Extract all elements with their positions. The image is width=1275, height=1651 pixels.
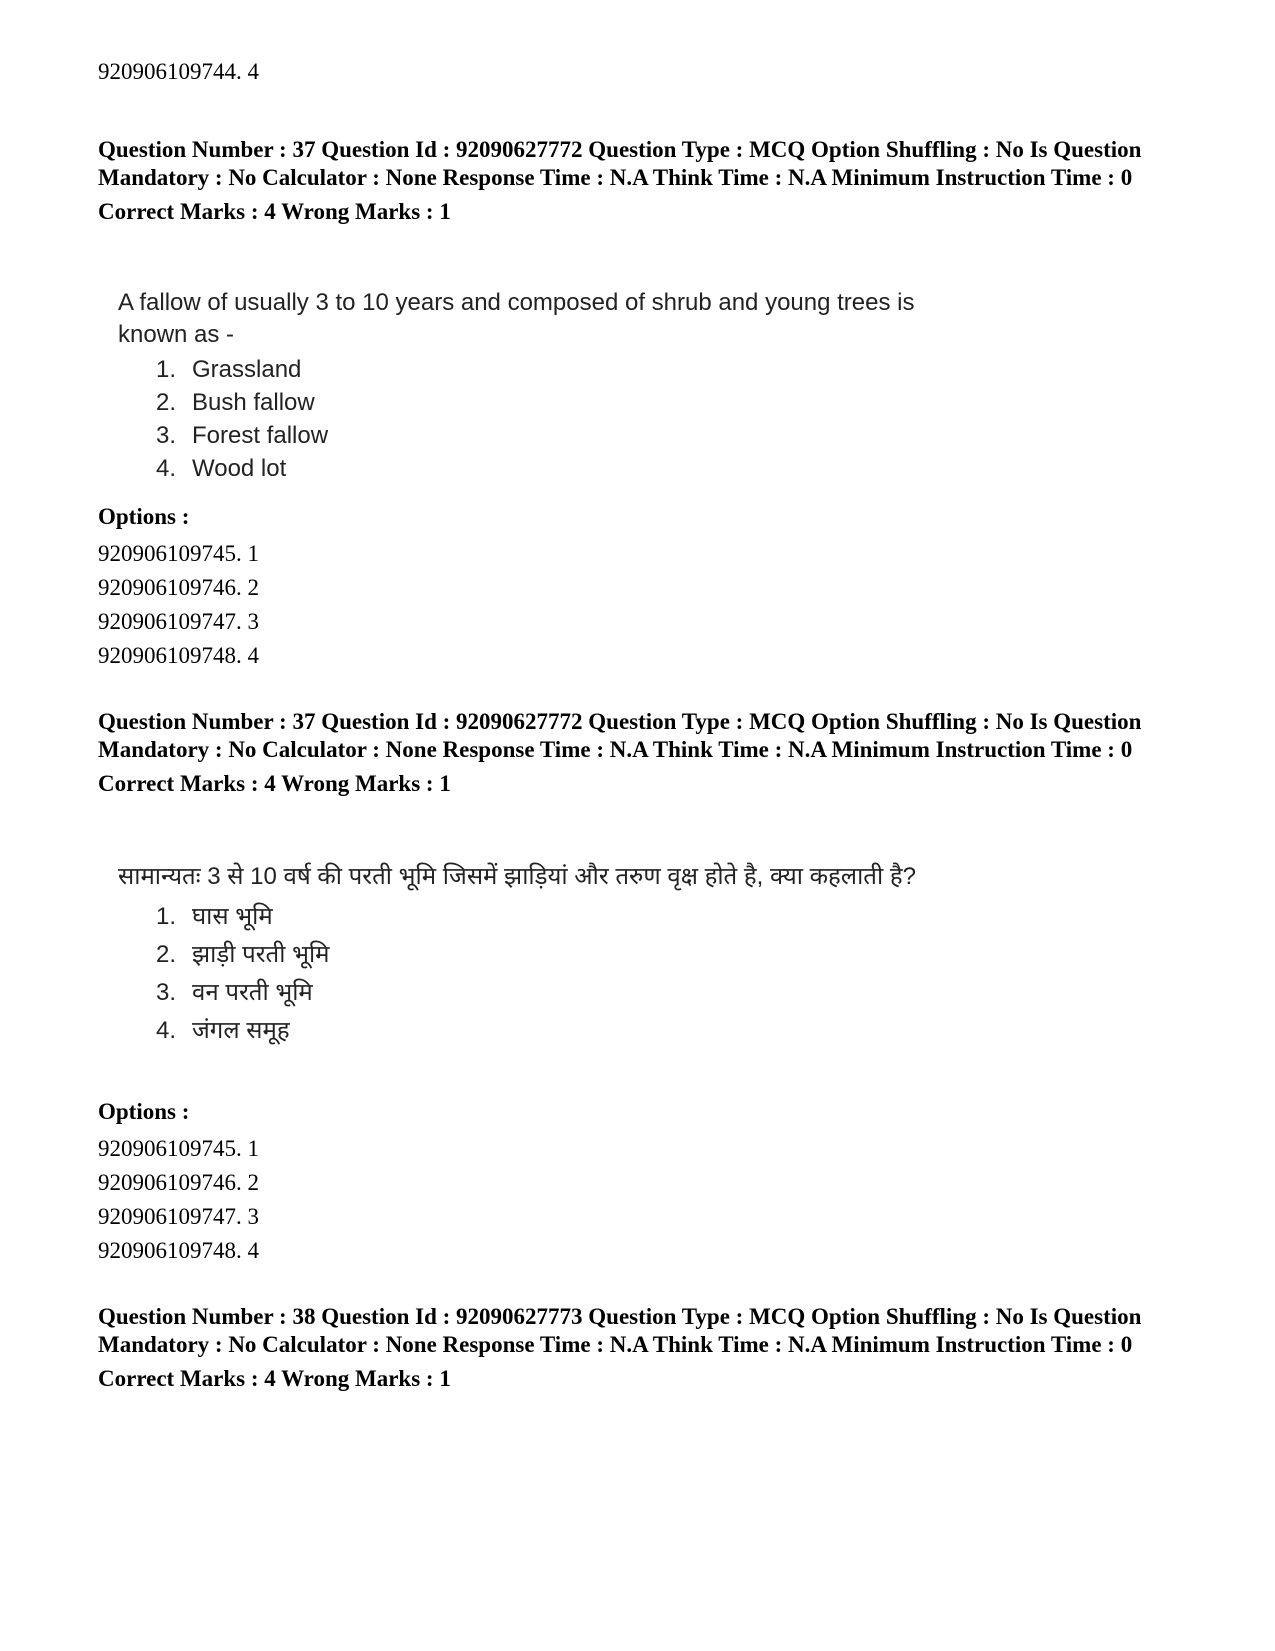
choice-number: 3. xyxy=(156,979,177,1006)
choice-item xyxy=(118,353,958,386)
choice-text: Grassland xyxy=(192,356,302,383)
choice-number: 1. xyxy=(156,356,177,383)
options-label: Options : xyxy=(98,504,190,529)
question-text: सामान्यतः 3 से 10 वर्ष की परती भूमि जिसमें झाड़ियां और तरुण वृक्ष होते है, क्या कहलाती है? xyxy=(118,863,916,890)
marks-line: Correct Marks : 4 Wrong Marks : 1 xyxy=(98,771,451,796)
question-meta: Question Number : 37 Question Id : 92090627772 Question Type : MCQ Option Shuffling : No Is Question Mandatory : No Calculator : None Response Time : N.A Think Time : N.A Minimum Instruction Time : 0 xyxy=(98,709,1142,762)
question-text: A fallow of usually 3 to 10 years and composed of shrub and young trees is known as - xyxy=(118,289,915,348)
choice-number: 4. xyxy=(156,1017,177,1044)
option-row: 920906109747. 3 xyxy=(98,1204,259,1229)
choice-number: 2. xyxy=(156,941,177,968)
choice-list xyxy=(118,353,958,485)
marks-line: Correct Marks : 4 Wrong Marks : 1 xyxy=(98,1366,451,1391)
choice-item xyxy=(118,974,958,1012)
choice-item xyxy=(118,386,958,419)
choice-item xyxy=(118,936,958,974)
question-image-english xyxy=(118,287,958,485)
option-row: 920906109747. 3 xyxy=(98,609,259,634)
options-block-2 xyxy=(98,1098,259,1268)
choice-item xyxy=(118,452,958,485)
choice-text: Forest fallow xyxy=(192,422,329,449)
choice-list xyxy=(118,898,958,1050)
option-row: 920906109748. 4 xyxy=(98,1238,259,1263)
option-row: 920906109745. 1 xyxy=(98,541,259,566)
choice-text: Bush fallow xyxy=(192,389,315,416)
options-label: Options : xyxy=(98,1099,190,1124)
choice-text: जंगल समूह xyxy=(192,1017,290,1044)
choice-text: Wood lot xyxy=(192,455,287,482)
option-row: 920906109748. 4 xyxy=(98,643,259,668)
choice-number: 1. xyxy=(156,903,177,930)
choice-item xyxy=(118,1012,958,1050)
options-block-1 xyxy=(98,503,259,673)
choice-number: 2. xyxy=(156,389,177,416)
choice-text: झाड़ी परती भूमि xyxy=(192,941,330,968)
choice-number: 4. xyxy=(156,455,177,482)
question-meta: Question Number : 37 Question Id : 92090627772 Question Type : MCQ Option Shuffling : No Is Question Mandatory : No Calculator : None Response Time : N.A Think Time : N.A Minimum Instruction Time : 0 xyxy=(98,137,1142,190)
question-header-1 xyxy=(98,136,1188,226)
previous-option-line: 920906109744. 4 xyxy=(98,59,259,84)
choice-item xyxy=(118,898,958,936)
choice-text: घास भूमि xyxy=(192,903,273,930)
question-header-2 xyxy=(98,708,1188,798)
choice-number: 3. xyxy=(156,422,177,449)
question-header-3 xyxy=(98,1303,1188,1393)
question-meta: Question Number : 38 Question Id : 92090627773 Question Type : MCQ Option Shuffling : No Is Question Mandatory : No Calculator : None Response Time : N.A Think Time : N.A Minimum Instruction Time : 0 xyxy=(98,1304,1142,1357)
choice-text: वन परती भूमि xyxy=(192,979,313,1006)
marks-line: Correct Marks : 4 Wrong Marks : 1 xyxy=(98,199,451,224)
option-row: 920906109746. 2 xyxy=(98,1170,259,1195)
option-row: 920906109745. 1 xyxy=(98,1136,259,1161)
option-row: 920906109746. 2 xyxy=(98,575,259,600)
question-image-hindi xyxy=(118,858,958,1050)
choice-item xyxy=(118,419,958,452)
